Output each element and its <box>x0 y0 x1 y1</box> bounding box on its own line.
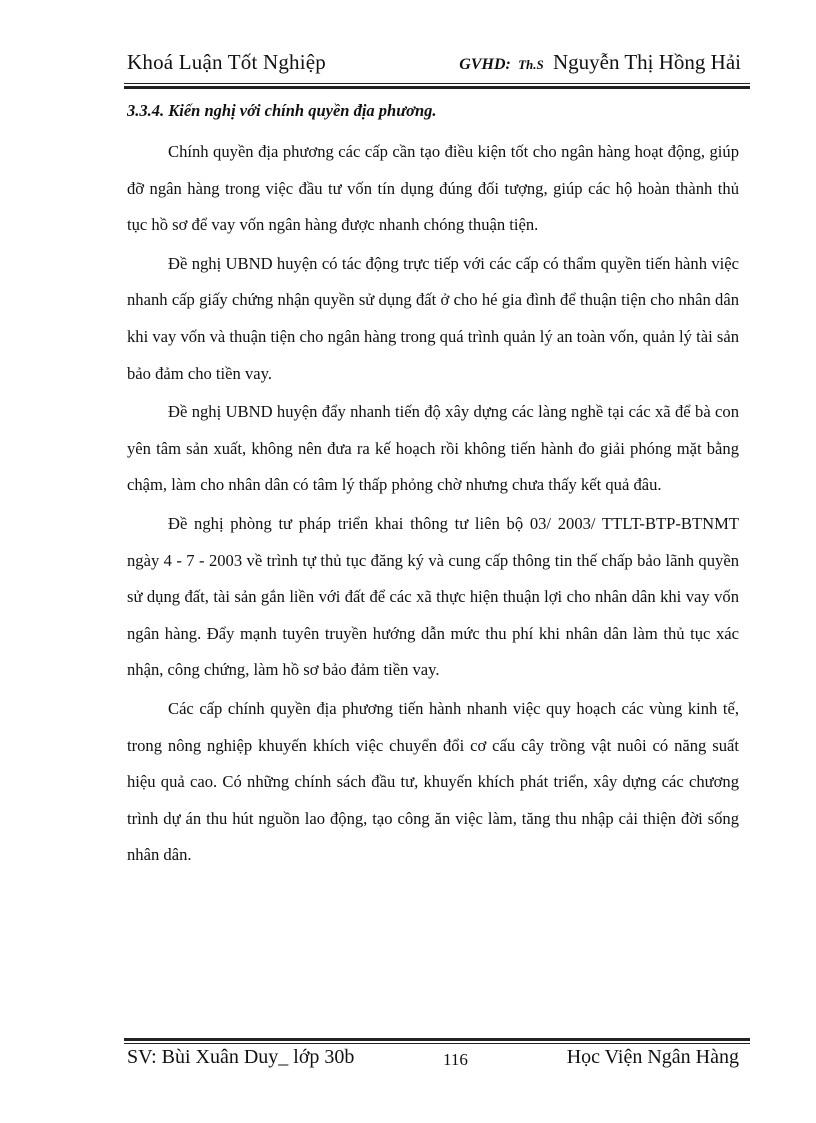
header-rule-thin <box>124 83 750 84</box>
header-gvhd-label: GVHD: <box>459 56 511 73</box>
page-body <box>127 96 739 874</box>
paragraph-2: Đề nghị UBND huyện có tác động trực tiếp với các cấp có thẩm quyền tiến hành việc nhanh cấp giấy chứng nhận quyền sử dụng đất ở cho hé gia đình để thuận tiện cho nhân dân khi vay vốn và thuận tiện cho ngân hàng trong quá trình quản lý an toàn vốn, quản lý tài sản bảo đảm cho tiền vay. <box>127 253 739 383</box>
paragraph-5: Các cấp chính quyền địa phương tiến hành nhanh việc quy hoạch các vùng kinh tế, trong nông nghiệp khuyến khích việc chuyển đổi cơ cấu cây trồng vật nuôi có năng suất hiệu quả cao. Có những chính sách đầu tư, khuyến khích phát triển, xây dựng các chương trình dự án thu hút nguồn lao động, tạo công ăn việc làm, tăng thu nhập cải thiện đời sống nhân dân. <box>127 698 739 865</box>
page-number: 116 <box>443 1050 468 1069</box>
header-thesis-title: Khoá Luận Tốt Nghiệp <box>127 50 326 74</box>
header-title-prefix: Th.S <box>518 57 544 72</box>
section-heading: 3.3.4. Kiến nghị với chính quyền địa phương. <box>127 101 437 120</box>
footer-rule-thick <box>124 1038 750 1041</box>
footer-rule-thin <box>124 1043 750 1044</box>
footer-institution: Học Viện Ngân Hàng <box>566 1046 739 1068</box>
page-footer <box>127 1046 739 1076</box>
paragraph-1: Chính quyền địa phương các cấp cần tạo điều kiện tốt cho ngân hàng hoạt động, giúp đỡ ngân hàng trong việc đầu tư vốn tín dụng đúng đối tượng, giúp các hộ hoàn thành thủ tục hồ sơ để vay vốn ngân hàng được nhanh chóng thuận tiện. <box>127 142 739 235</box>
page-header <box>127 48 741 84</box>
footer-student: SV: Bùi Xuân Duy_ lớp 30b <box>127 1046 355 1068</box>
paragraph-3: Đề nghị UBND huyện đẩy nhanh tiến độ xây dựng các làng nghề tại các xã để bà con yên tâm sản xuất, không nên đưa ra kế hoạch rồi không tiến hành đo giải phóng mặt bằng chậm, làm cho nhân dân có tâm lý thấp phỏng chờ nhưng chưa thấy kết quả đâu. <box>127 402 739 495</box>
header-rule-thick <box>124 86 750 89</box>
header-advisor <box>459 50 741 75</box>
paragraph-4: Đề nghị phòng tư pháp triển khai thông tư liên bộ 03/ 2003/ TTLT-BTP-BTNMT ngày 4 - 7 - 2003 về trình tự thủ tục đăng ký và cung cấp thông tin thế chấp bảo lãnh quyền sử dụng đất, tài sản gắn liền với đất để các xã thực hiện thuận lợi cho nhân dân khi vay vốn ngân hàng. Đẩy mạnh tuyên truyền hướng dẫn mức thu phí khi nhân dân làm thủ tục xác nhận, công chứng, làm hồ sơ bảo đảm tiền vay. <box>127 513 739 680</box>
header-advisor-name: Nguyễn Thị Hồng Hải <box>552 50 741 74</box>
